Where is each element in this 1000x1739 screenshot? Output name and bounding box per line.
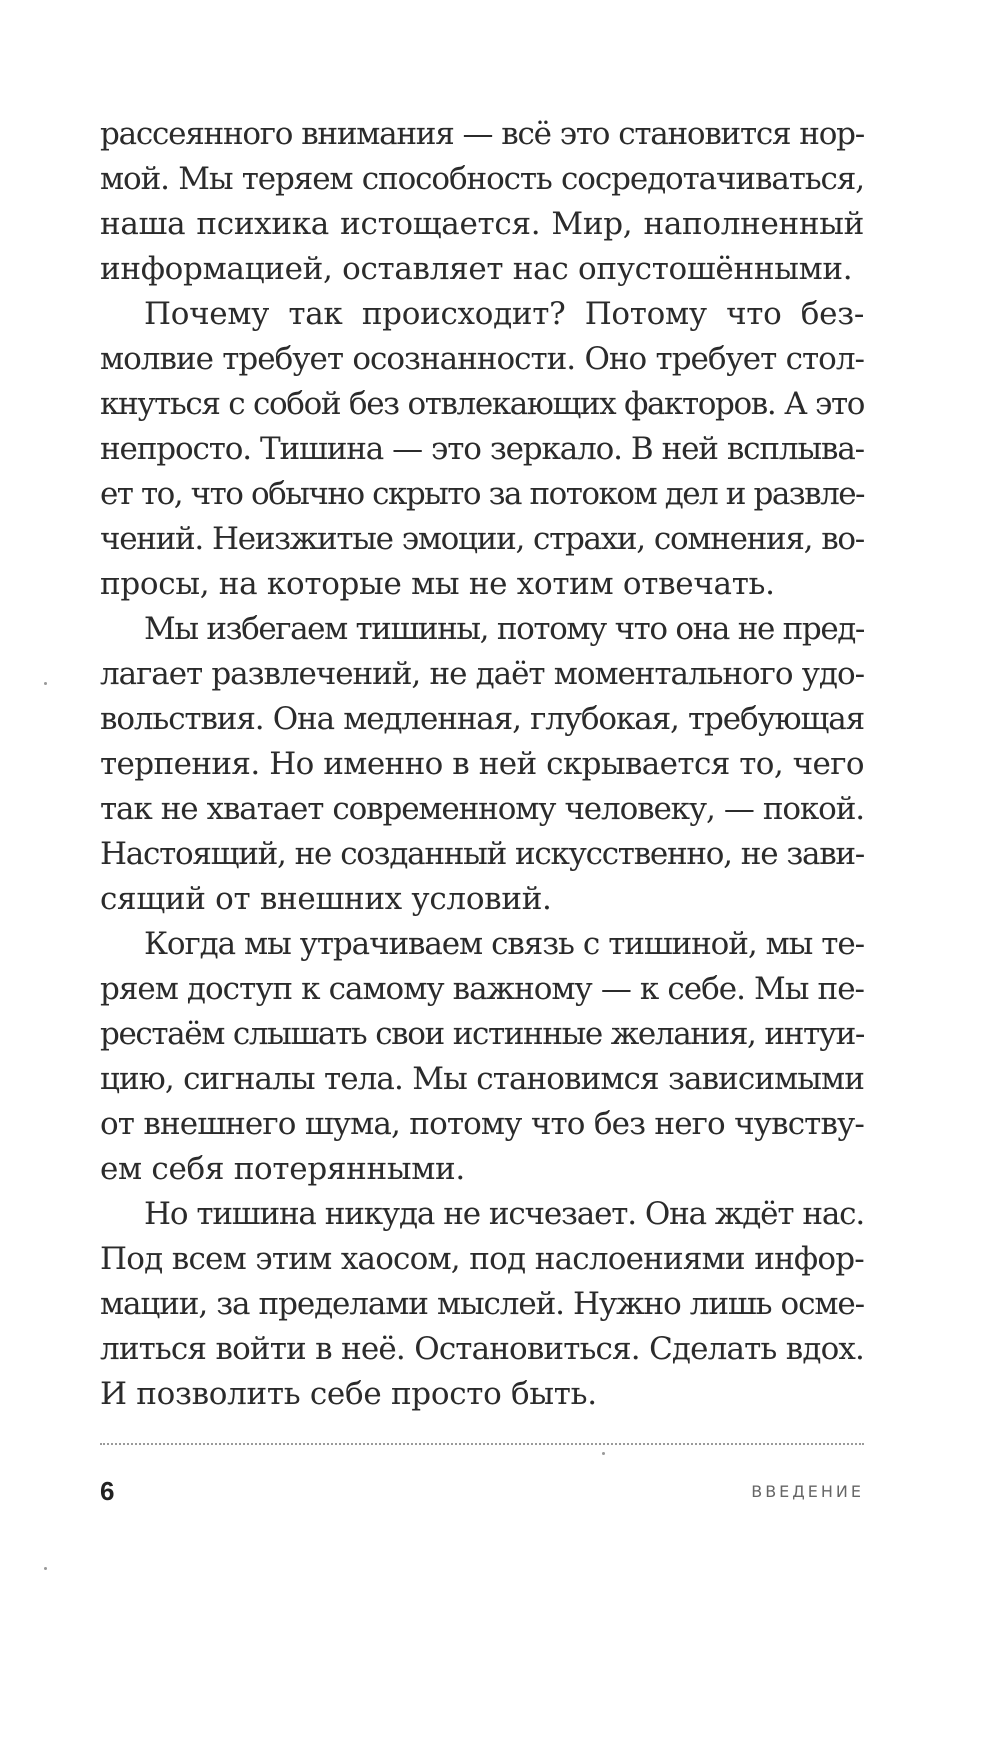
text-line: информацией, оставляет нас опустошёнными. — [100, 251, 853, 287]
text-line: кнуться с собой без отвлекающих факторов. А это — [100, 386, 864, 422]
text-line: рассеянного внимания — всё это становится нор- — [100, 116, 864, 152]
text-line: Но тишина никуда не исчезает. Она ждёт нас. — [144, 1196, 864, 1232]
page-number: 6 — [100, 1476, 115, 1506]
text-line: Почему так происходит? Потому что без- — [144, 296, 864, 332]
text-line: мой. Мы теряем способность сосредотачиваться, — [100, 161, 864, 197]
text-line: молвие требует осознанности. Оно требует стол- — [100, 341, 864, 377]
text-line: литься войти в неё. Остановиться. Сделать вдох. — [100, 1331, 864, 1367]
paper-speck — [44, 1567, 47, 1570]
text-line: цию, сигналы тела. Мы становимся зависимыми — [100, 1061, 864, 1097]
text-line: ет то, что обычно скрыто за потоком дел и развле- — [100, 476, 864, 512]
text-line: так не хватает современному человеку, — покой. — [100, 791, 864, 827]
text-line: ем себя потерянными. — [100, 1151, 465, 1187]
text-line: непросто. Тишина — это зеркало. В ней всплыва- — [100, 431, 864, 467]
paper-speck — [44, 682, 47, 685]
paper-speck — [602, 1452, 605, 1455]
text-line: Под всем этим хаосом, под наслоениями инфор- — [100, 1241, 864, 1277]
text-line: рестаём слышать свои истинные желания, интуи- — [100, 1016, 864, 1052]
footer-divider — [100, 1443, 864, 1445]
text-line: вольствия. Она медленная, глубокая, требующая — [100, 701, 864, 737]
text-line: сящий от внешних условий. — [100, 881, 552, 917]
text-line: наша психика истощается. Мир, наполненный — [100, 206, 864, 242]
body-text — [100, 112, 864, 1417]
text-line: И позволить себе просто быть. — [100, 1376, 597, 1412]
text-line: Мы избегаем тишины, потому что она не пред- — [144, 611, 864, 647]
text-line: просы, на которые мы не хотим отвечать. — [100, 566, 775, 602]
text-line: лагает развлечений, не даёт моментального удо- — [100, 656, 864, 692]
text-line: чений. Неизжитые эмоции, страхи, сомнения, во- — [100, 521, 864, 557]
text-line: терпения. Но именно в ней скрывается то, чего — [100, 746, 864, 782]
text-line: Настоящий, не созданный искусственно, не зави- — [100, 836, 864, 872]
text-line: ряем доступ к самому важному — к себе. Мы пе- — [100, 971, 864, 1007]
running-section-title: ВВЕДЕНИЕ — [751, 1482, 864, 1501]
text-line: от внешнего шума, потому что без него чувству- — [100, 1106, 864, 1142]
text-line: мации, за пределами мыслей. Нужно лишь осме- — [100, 1286, 864, 1322]
text-line: Когда мы утрачиваем связь с тишиной, мы те- — [144, 926, 864, 962]
